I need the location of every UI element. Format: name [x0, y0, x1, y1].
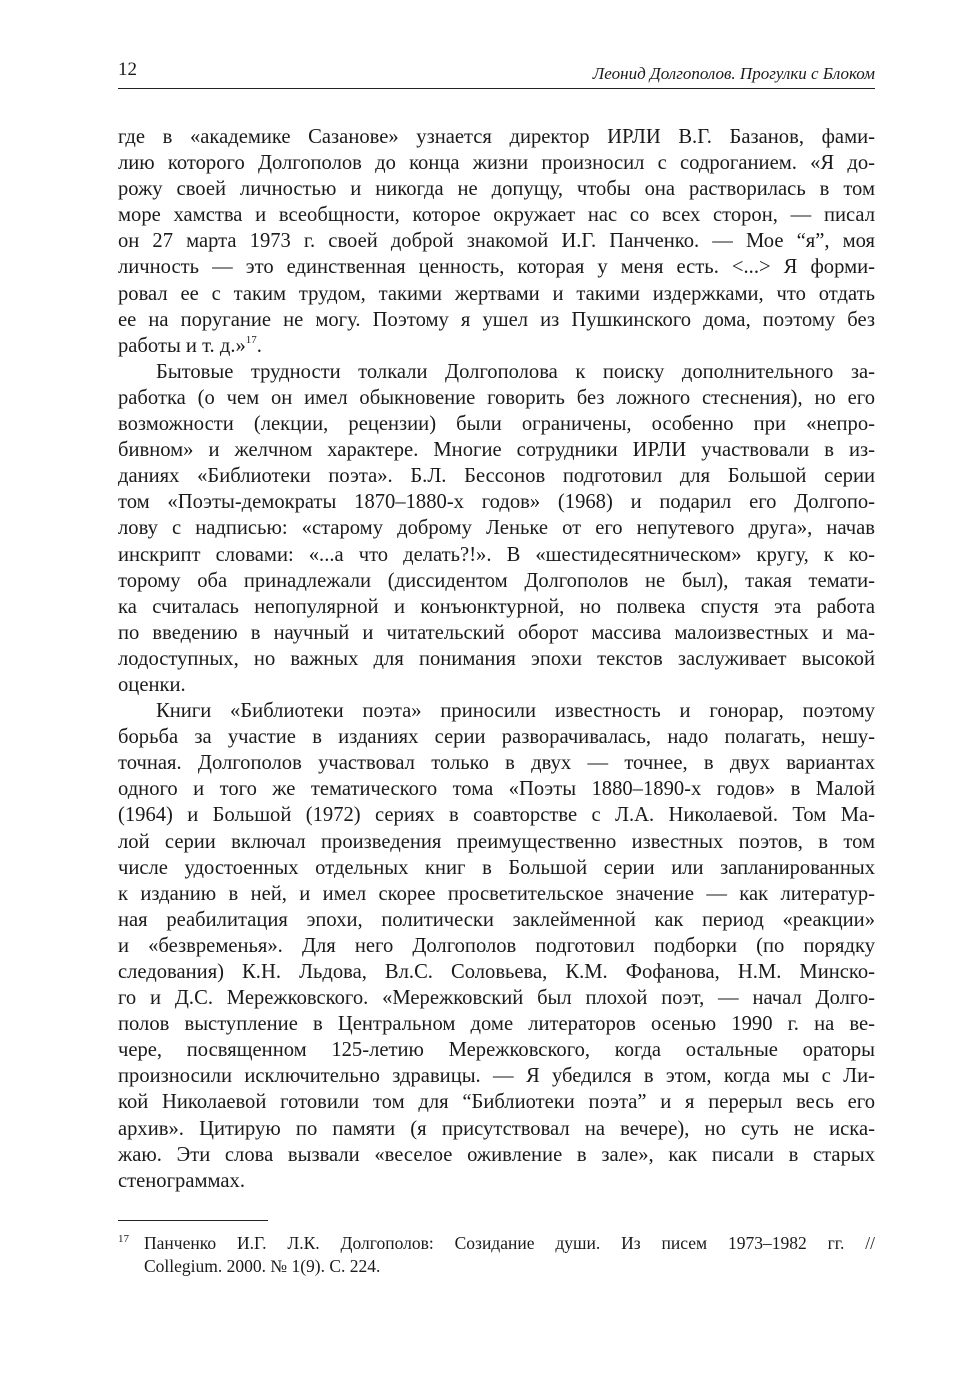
- paragraph-2: [118, 359, 875, 698]
- text-line: следования) К.Н. Льдова, Вл.С. Соловьева, К.М. Фофанова, Н.М. Минско-: [118, 961, 875, 983]
- text-line: жаю. Эти слова вызвали «веселое оживление в зале», как писали в старых: [118, 1143, 875, 1166]
- page-header: [118, 58, 875, 89]
- text-line: архив». Цитирую по памяти (я присутствовал на вечере), но суть не иска-: [118, 1117, 875, 1140]
- text-line: работка (о чем он имел обыкновение говорить без ложного стеснения), но его: [118, 386, 875, 409]
- text-line: море хамства и всеобщности, которое окружает нас со всех сторон, — писал: [118, 204, 875, 227]
- footnote-text: Панченко И.Г. Л.К. Долгополов: Созидание души. Из писем 1973–1982 гг. //: [144, 1233, 875, 1253]
- text-line: торому оба принадлежали (диссидентом Долгополов не был), такая темати-: [118, 569, 875, 592]
- text-line: точная. Долгополов участвовал только в двух — точнее, в двух вариантах: [118, 752, 875, 775]
- text-line: оценки.: [118, 673, 186, 696]
- text-line: бивном» и желчном характере. Многие сотрудники ИРЛИ участвовали в из-: [118, 439, 875, 462]
- text-line: к изданию в ней, и имел скорее просветительское значение — как литератур-: [118, 882, 875, 905]
- text-line: произносили исключительно здравицы. — Я убедился в этом, когда мы с Ли-: [118, 1065, 875, 1088]
- paragraph-1: [118, 124, 875, 359]
- text-line: возможности (лекции, рецензии) были ограничены, особенно при «непро-: [118, 413, 875, 436]
- footnote-number: 17: [118, 1233, 129, 1245]
- text-line: ка считалась непопулярной и конъюнктурной, но полвека спустя эта работа: [118, 595, 875, 618]
- text-line: Бытовые трудности толкали Долгополова к поиску дополнительного за-: [156, 360, 875, 383]
- text-line: лой серии включал произведения преимущественно известных поэтов, в том: [118, 830, 875, 853]
- text-line: борьба за участие в изданиях серии разворачивалась, надо полагать, нешу-: [118, 726, 875, 749]
- text-line: ее на поругание не могу. Поэтому я ушел из Пушкинского дома, поэтому без: [118, 308, 875, 331]
- text-line: [118, 333, 875, 359]
- text-line: рожу своей личностью и никогда не допущу, чтобы она растворилась в том: [118, 178, 875, 201]
- text-line: том «Поэты-демократы 1870–1880-х годов» (1968) и подарил его Долгопо-: [118, 491, 875, 514]
- text-line: кой Николаевой готовили том для “Библиотеки поэта” и я перерыл весь его: [118, 1091, 875, 1114]
- text-line: полов выступление в Центральном доме литераторов осенью 1990 г. на ве-: [118, 1013, 875, 1036]
- page-number: 12: [118, 59, 137, 80]
- text-line: по введению в научный и читательский оборот массива малоизвестных и ма-: [118, 621, 875, 644]
- text-line: лодоступных, но важных для понимания эпохи текстов заслуживает высокой: [118, 647, 875, 670]
- text-line: лову с надписью: «старому доброму Леньке от его непутевого друга», начав: [118, 517, 875, 540]
- text-line: и «безвременья». Для него Долгополов подготовил подборки (по порядку: [118, 934, 875, 957]
- text-line: даниях «Библиотеки поэта». Б.Л. Бессонов подготовил для Большой серии: [118, 465, 875, 488]
- running-head: Леонид Долгополов. Прогулки с Блоком: [592, 64, 875, 83]
- text-line: инскрипт словами: «...а что делать?!». В «шестидесятническом» кругу, к ко-: [118, 543, 875, 566]
- footnote-divider: [118, 1220, 268, 1221]
- text-line: он 27 марта 1973 г. своей доброй знакомой И.Г. Панченко. — Мое “я”, моя: [118, 230, 875, 253]
- text-line: где в «академике Сазанове» узнается директор ИРЛИ В.Г. Базанов, фами-: [118, 126, 875, 148]
- text-line: стенограммах.: [118, 1169, 245, 1192]
- text-line: лию которого Долгополов до конца жизни произносил с содроганием. «Я до-: [118, 152, 875, 175]
- footnote-reference[interactable]: 17: [245, 333, 257, 346]
- text-line: чере, посвященном 125-летию Мережковского, когда остальные ораторы: [118, 1039, 875, 1062]
- body-text: [118, 124, 875, 1194]
- text-fragment: .: [256, 334, 262, 357]
- footnote: [118, 1232, 875, 1278]
- text-fragment: работы и т. д.»: [118, 334, 246, 357]
- text-line: Книги «Библиотеки поэта» приносили известность и гонорар, поэтому: [156, 700, 875, 723]
- text-line: ная реабилитация эпохи, политически заклейменной как период «реакции»: [118, 908, 875, 931]
- text-line: личность — это единственная ценность, которая у меня есть. <...> Я форми-: [118, 256, 875, 279]
- text-line: (1964) и Большой (1972) сериях в соавторстве с Л.А. Николаевой. Том Ма-: [118, 804, 875, 827]
- text-line: одного и того же тематического тома «Поэты 1880–1890-х годов» в Малой: [118, 778, 875, 801]
- text-line: го и Д.С. Мережковского. «Мережковский был плохой поэт, — начал Долго-: [118, 987, 875, 1010]
- footnote-line: [118, 1232, 875, 1255]
- text-line: ровал ее с таким трудом, такими жертвами и такими издержками, что отдать: [118, 282, 875, 305]
- text-line: числе удостоенных отдельных книг в Большой серии или запланированных: [118, 856, 875, 879]
- footnote-line: Collegium. 2000. № 1(9). С. 224.: [144, 1256, 381, 1276]
- paragraph-3: [118, 698, 875, 1194]
